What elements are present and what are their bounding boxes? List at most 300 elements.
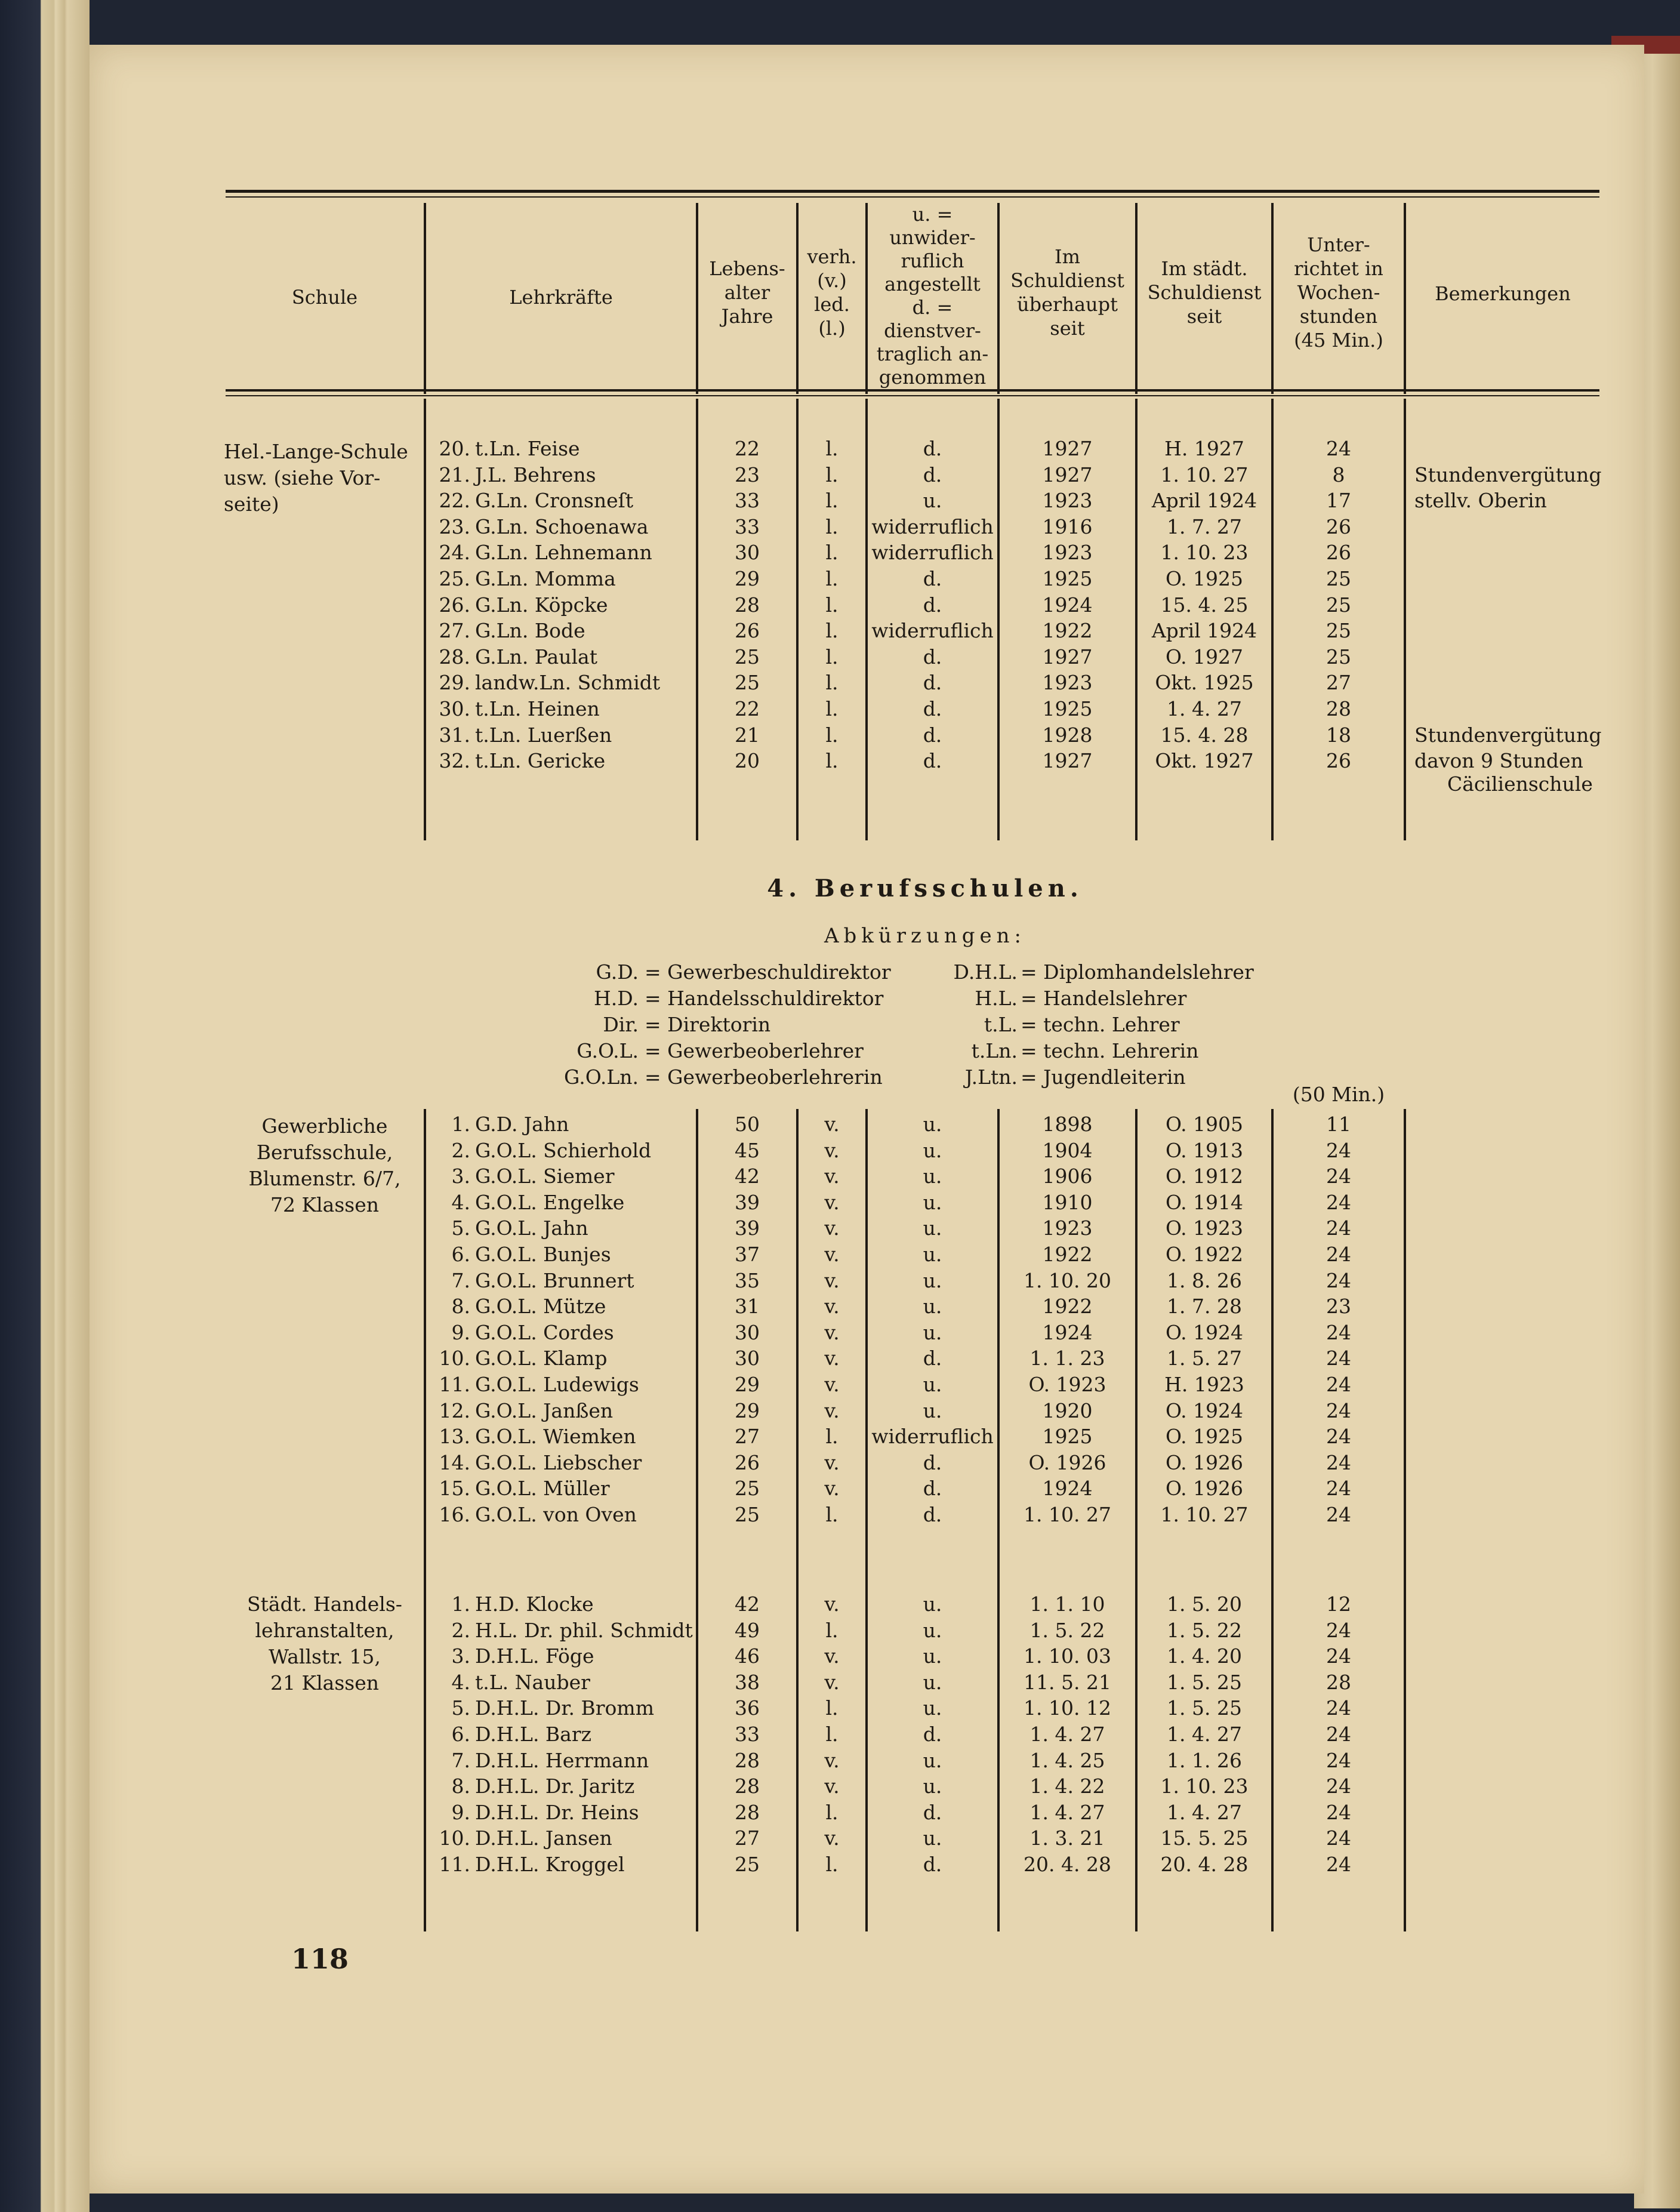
table-row-city-service-since: O. 1926 [1165, 1477, 1244, 1501]
table-row-city-service-since: O. 1923 [1165, 1216, 1244, 1240]
table-row-city-service-since: O. 1912 [1165, 1164, 1244, 1188]
table-row-weekly-hours: 24 [1326, 1800, 1351, 1824]
table-row-city-service-since: O. 1924 [1165, 1320, 1244, 1344]
table-row-city-service-since: 15. 5. 25 [1160, 1826, 1249, 1850]
table-row-service-since: 1. 10. 03 [1024, 1644, 1111, 1668]
table-row-marital-status: l. [825, 437, 839, 460]
abbreviation-meaning: = Gewerbeschuldirektor [645, 960, 891, 984]
table-row-weekly-hours: 24 [1326, 1190, 1351, 1214]
table-row-row-number: 8. [451, 1295, 470, 1318]
table-row-service-since: 1923 [1042, 489, 1093, 513]
table-row-service-since: 1924 [1042, 593, 1093, 617]
table-row-teacher-name: G.O.L. Schierhold [475, 1138, 652, 1162]
table-row-remarks: davon 9 Stunden [1414, 749, 1583, 773]
abbreviation-key: D.H.L. [953, 960, 1018, 984]
table-row-row-number: 8. [451, 1774, 470, 1798]
table-row-service-since: 1. 10. 12 [1024, 1696, 1111, 1720]
header-bottom-rule [226, 389, 1599, 392]
table-row-weekly-hours: 24 [1326, 1853, 1351, 1876]
table-row-teacher-name: G.O.L. Wiemken [475, 1425, 636, 1449]
table-row-age: 33 [735, 515, 760, 538]
header-lebensalter: Lebens- alter Jahre [709, 257, 785, 328]
abbreviation-meaning: = techn. Lehrer [1021, 1013, 1180, 1036]
table-row-employment: u. [923, 1398, 942, 1422]
table-row-age: 22 [735, 697, 760, 720]
table-row-marital-status: l. [825, 671, 839, 695]
table-row-age: 33 [735, 489, 760, 513]
table-row-row-number: 31. [439, 723, 470, 747]
table-row-row-number: 21. [439, 463, 470, 486]
table-row-age: 26 [735, 1450, 760, 1474]
table-row-city-service-since: 1. 5. 20 [1167, 1592, 1242, 1616]
table-row-service-since: 1924 [1042, 1320, 1093, 1344]
table-row-employment: u. [923, 1592, 942, 1616]
table-row-city-service-since: 1. 10. 23 [1160, 1774, 1249, 1798]
table-row-teacher-name: D.H.L. Herrmann [475, 1748, 649, 1772]
table-row-weekly-hours: 26 [1326, 749, 1351, 773]
table-row-teacher-name: G.O.L. Bunjes [475, 1243, 611, 1266]
table-row-teacher-name: G.Ln. Paulat [475, 645, 597, 668]
table-row-employment: widerruflich [871, 515, 994, 538]
table-row-marital-status: v. [824, 1295, 840, 1318]
table-row-row-number: 5. [451, 1216, 470, 1240]
table-row-marital-status: l. [825, 567, 839, 590]
abbreviation-key: t.Ln. [971, 1039, 1018, 1062]
table-row-service-since: 1906 [1042, 1164, 1093, 1188]
table-row-marital-status: v. [824, 1398, 840, 1422]
table-row-teacher-name: G.O.L. Liebscher [475, 1450, 642, 1474]
table-row-row-number: 3. [451, 1644, 470, 1668]
table-row-service-since: 1. 3. 21 [1029, 1826, 1105, 1850]
table-row-weekly-hours: 8 [1332, 463, 1345, 486]
table-row-age: 42 [735, 1164, 760, 1188]
table-row-marital-status: l. [825, 541, 839, 565]
table-row-age: 27 [735, 1425, 760, 1449]
table-row-age: 46 [735, 1644, 760, 1668]
abbreviation-meaning: = techn. Lehrerin [1021, 1039, 1199, 1062]
header-schuldienst: Im Schuldienst überhaupt seit [1010, 245, 1124, 340]
header-verh: verh. (v.) led. (l.) [807, 245, 857, 340]
school-name: Städt. Handels- lehranstalten, Wallstr. 15, 21 Klassen [247, 1592, 402, 1695]
table-row-teacher-name: G.O.L. Cordes [475, 1320, 614, 1344]
table-row-weekly-hours: 24 [1326, 1216, 1351, 1240]
table-row-age: 28 [735, 1748, 760, 1772]
table-row-city-service-since: O. 1913 [1165, 1138, 1244, 1162]
table-row-teacher-name: G.O.L. Siemer [475, 1164, 615, 1188]
table-row-city-service-since: 1. 5. 27 [1167, 1347, 1242, 1370]
table-row-age: 37 [735, 1243, 760, 1266]
table-row-marital-status: v. [824, 1826, 840, 1850]
table-row-service-since: O. 1923 [1028, 1373, 1106, 1396]
table-row-marital-status: v. [824, 1644, 840, 1668]
table-row-teacher-name: landw.Ln. Schmidt [475, 671, 661, 695]
table-row-teacher-name: t.Ln. Heinen [475, 697, 600, 720]
table-row-employment: d. [923, 463, 942, 486]
table-row-city-service-since: H. 1927 [1164, 437, 1244, 460]
table-row-city-service-since: O. 1925 [1165, 567, 1244, 590]
remark-extra: Cäcilienschule [1447, 772, 1593, 796]
table-row-employment: d. [923, 1477, 942, 1501]
table-row-employment: d. [923, 1723, 942, 1746]
table-row-teacher-name: G.O.L. Jahn [475, 1216, 588, 1240]
abbreviation-key: J.Ltn. [964, 1065, 1018, 1089]
table-row-age: 28 [735, 1800, 760, 1824]
table-row-marital-status: v. [824, 1592, 840, 1616]
table-row-weekly-hours: 24 [1326, 1373, 1351, 1396]
table-row-age: 27 [735, 1826, 760, 1850]
table-row-teacher-name: H.D. Klocke [475, 1592, 594, 1616]
table-row-teacher-name: G.O.L. Klamp [475, 1347, 608, 1370]
table-row-weekly-hours: 24 [1326, 437, 1351, 460]
table-row-age: 21 [735, 723, 760, 747]
table-row-employment: u. [923, 1696, 942, 1720]
header-angestellt: u. = unwider- ruflich angestellt d. = dienstver- traglich an- genommen [876, 203, 989, 389]
table-row-city-service-since: April 1924 [1151, 489, 1257, 513]
abbreviation-key: G.O.Ln. [564, 1065, 639, 1089]
section-title: 4. Berufsschulen. [767, 874, 1083, 902]
table-row-row-number: 10. [439, 1826, 470, 1850]
table-row-row-number: 5. [451, 1696, 470, 1720]
table-row-service-since: 1922 [1042, 1243, 1093, 1266]
col-divider [1404, 399, 1406, 840]
table-row-service-since: 1927 [1042, 645, 1093, 668]
table-row-teacher-name: J.L. Behrens [475, 463, 596, 486]
table-row-employment: u. [923, 1748, 942, 1772]
table-row-city-service-since: 1. 4. 27 [1167, 697, 1242, 720]
table-row-age: 36 [735, 1696, 760, 1720]
table-row-employment: d. [923, 723, 942, 747]
table-row-age: 50 [735, 1113, 760, 1136]
table-row-marital-status: v. [824, 1748, 840, 1772]
table-row-teacher-name: t.L. Nauber [475, 1670, 590, 1694]
table-row-age: 22 [735, 437, 760, 460]
table-row-weekly-hours: 24 [1326, 1503, 1351, 1526]
table-row-service-since: O. 1926 [1028, 1450, 1106, 1474]
table-row-age: 49 [735, 1618, 760, 1642]
abbreviation-meaning: = Handelsschuldirektor [645, 987, 884, 1010]
table-row-teacher-name: D.H.L. Dr. Jaritz [475, 1774, 635, 1798]
table-row-weekly-hours: 26 [1326, 515, 1351, 538]
table-row-weekly-hours: 24 [1326, 1398, 1351, 1422]
table-row-service-since: 1928 [1042, 723, 1093, 747]
table-row-age: 33 [735, 1723, 760, 1746]
table-row-row-number: 29. [439, 671, 470, 695]
table-row-age: 38 [735, 1670, 760, 1694]
table-row-city-service-since: 1. 8. 26 [1167, 1268, 1242, 1292]
table-row-age: 42 [735, 1592, 760, 1616]
table-row-city-service-since: 1. 4. 27 [1167, 1723, 1242, 1746]
table-row-teacher-name: t.Ln. Luerßen [475, 723, 612, 747]
table-row-employment: d. [923, 567, 942, 590]
table-row-weekly-hours: 24 [1326, 1320, 1351, 1344]
table-row-teacher-name: G.O.L. Engelke [475, 1190, 625, 1214]
table-row-teacher-name: D.H.L. Föge [475, 1644, 594, 1668]
abbreviation-key: G.O.L. [577, 1039, 639, 1062]
table-row-age: 28 [735, 593, 760, 617]
table-row-service-since: 1927 [1042, 463, 1093, 486]
header-bottom-rule-2 [226, 395, 1599, 396]
table-row-weekly-hours: 25 [1326, 567, 1351, 590]
table-row-age: 25 [735, 1477, 760, 1501]
table-row-city-service-since: 1. 7. 28 [1167, 1295, 1242, 1318]
table-row-city-service-since: 20. 4. 28 [1160, 1853, 1249, 1876]
table-row-marital-status: l. [825, 1696, 839, 1720]
table-row-age: 30 [735, 1320, 760, 1344]
table-row-city-service-since: 1. 4. 27 [1167, 1800, 1242, 1824]
table-row-employment: u. [923, 1164, 942, 1188]
table-row-age: 25 [735, 1853, 760, 1876]
table-row-teacher-name: D.H.L. Kroggel [475, 1853, 625, 1876]
table-row-weekly-hours: 24 [1326, 1164, 1351, 1188]
table-row-teacher-name: G.O.L. Brunnert [475, 1268, 634, 1292]
table-row-city-service-since: O. 1922 [1165, 1243, 1244, 1266]
table-row-row-number: 7. [451, 1748, 470, 1772]
table-row-marital-status: v. [824, 1373, 840, 1396]
table-row-city-service-since: 1. 7. 27 [1167, 515, 1242, 538]
table-row-service-since: 1. 4. 27 [1029, 1723, 1105, 1746]
table-row-employment: u. [923, 1243, 942, 1266]
table-row-marital-status: l. [825, 1723, 839, 1746]
table-row-row-number: 13. [439, 1425, 470, 1449]
table-row-city-service-since: April 1924 [1151, 619, 1257, 643]
table-row-age: 45 [735, 1138, 760, 1162]
table-row-marital-status: l. [825, 1618, 839, 1642]
table-row-service-since: 1925 [1042, 567, 1093, 590]
table-row-row-number: 2. [451, 1138, 470, 1162]
abbreviation-meaning: = Gewerbeoberlehrer [645, 1039, 864, 1062]
table-row-city-service-since: 1. 5. 25 [1167, 1670, 1242, 1694]
table-row-teacher-name: G.O.L. Janßen [475, 1398, 614, 1422]
table-row-remarks: Stundenvergütung [1414, 463, 1602, 486]
table-row-marital-status: v. [824, 1164, 840, 1188]
table-row-service-since: 1. 5. 22 [1029, 1618, 1105, 1642]
table-row-teacher-name: G.D. Jahn [475, 1113, 569, 1136]
table-row-employment: d. [923, 671, 942, 695]
table-row-row-number: 3. [451, 1164, 470, 1188]
table-row-teacher-name: G.Ln. Bode [475, 619, 585, 643]
table-row-employment: d. [923, 697, 942, 720]
table-row-row-number: 9. [451, 1320, 470, 1344]
table-row-marital-status: l. [825, 593, 839, 617]
table-row-row-number: 22. [439, 489, 470, 513]
table-row-age: 31 [735, 1295, 760, 1318]
table-row-employment: d. [923, 1503, 942, 1526]
table-row-service-since: 1924 [1042, 1477, 1093, 1501]
table-row-teacher-name: D.H.L. Barz [475, 1723, 592, 1746]
abbreviations-title: Abkürzungen: [824, 924, 1027, 948]
header-staedt: Im städt. Schuldienst seit [1147, 257, 1262, 328]
table-row-teacher-name: G.Ln. Lehnemann [475, 541, 652, 565]
table-row-weekly-hours: 23 [1326, 1295, 1351, 1318]
table-row-city-service-since: O. 1927 [1165, 645, 1244, 668]
table-row-weekly-hours: 25 [1326, 645, 1351, 668]
table-row-service-since: 1. 1. 10 [1029, 1592, 1105, 1616]
table-row-marital-status: v. [824, 1670, 840, 1694]
table-row-service-since: 1904 [1042, 1138, 1093, 1162]
table-row-employment: d. [923, 1800, 942, 1824]
table-row-service-since: 1923 [1042, 541, 1093, 565]
table-row-row-number: 16. [439, 1503, 470, 1526]
table-row-weekly-hours: 24 [1326, 1618, 1351, 1642]
table-row-age: 30 [735, 1347, 760, 1370]
table-row-weekly-hours: 24 [1326, 1268, 1351, 1292]
table-row-marital-status: l. [825, 749, 839, 773]
table-row-teacher-name: G.O.L. Müller [475, 1477, 610, 1501]
table-row-city-service-since: 1. 5. 25 [1167, 1696, 1242, 1720]
table-row-employment: d. [923, 1347, 942, 1370]
table-row-service-since: 1910 [1042, 1190, 1093, 1214]
table-row-row-number: 11. [439, 1853, 470, 1876]
table-row-row-number: 1. [451, 1113, 470, 1136]
table-row-employment: u. [923, 1774, 942, 1798]
table-row-teacher-name: G.O.L. Mütze [475, 1295, 606, 1318]
abbreviation-key: H.L. [975, 987, 1018, 1010]
table-row-teacher-name: D.H.L. Dr. Bromm [475, 1696, 654, 1720]
table-row-weekly-hours: 25 [1326, 593, 1351, 617]
table-row-row-number: 4. [451, 1670, 470, 1694]
table-row-city-service-since: O. 1926 [1165, 1450, 1244, 1474]
table-row-employment: d. [923, 437, 942, 460]
table-row-employment: u. [923, 1670, 942, 1694]
table-row-weekly-hours: 24 [1326, 1425, 1351, 1449]
table-row-weekly-hours: 24 [1326, 1138, 1351, 1162]
table-row-city-service-since: O. 1905 [1165, 1113, 1244, 1136]
table-row-marital-status: l. [825, 1503, 839, 1526]
table-row-age: 29 [735, 1398, 760, 1422]
table-row-row-number: 25. [439, 567, 470, 590]
table-top-rule-2 [226, 196, 1599, 198]
table-row-employment: u. [923, 1216, 942, 1240]
table-row-employment: u. [923, 1644, 942, 1668]
table-row-marital-status: v. [824, 1190, 840, 1214]
table-row-employment: u. [923, 1295, 942, 1318]
table-row-city-service-since: 15. 4. 28 [1160, 723, 1249, 747]
abbreviation-key: t.L. [984, 1013, 1018, 1036]
table-top-rule [226, 190, 1599, 193]
table-row-employment: d. [923, 593, 942, 617]
table-row-marital-status: l. [825, 1800, 839, 1824]
table-row-employment: u. [923, 1138, 942, 1162]
table-row-teacher-name: G.Ln. Köpcke [475, 593, 608, 617]
table-row-employment: u. [923, 1373, 942, 1396]
table-row-service-since: 1. 10. 27 [1024, 1503, 1111, 1526]
table-row-row-number: 6. [451, 1723, 470, 1746]
table-row-city-service-since: 1. 5. 22 [1167, 1618, 1242, 1642]
school-name: Hel.-Lange-Schule usw. (siehe Vor- seite) [224, 440, 408, 516]
table-row-city-service-since: 1. 1. 26 [1167, 1748, 1242, 1772]
table-row-age: 25 [735, 645, 760, 668]
table-row-weekly-hours: 28 [1326, 697, 1351, 720]
table-row-service-since: 1898 [1042, 1113, 1093, 1136]
table-row-weekly-hours: 24 [1326, 1774, 1351, 1798]
table-row-marital-status: v. [824, 1774, 840, 1798]
table-row-service-since: 1923 [1042, 1216, 1093, 1240]
table-row-weekly-hours: 24 [1326, 1477, 1351, 1501]
table-row-city-service-since: O. 1925 [1165, 1425, 1244, 1449]
col-divider [424, 1109, 426, 1931]
abbreviation-meaning: = Gewerbeoberlehrerin [645, 1065, 883, 1089]
table-row-teacher-name: G.Ln. Momma [475, 567, 616, 590]
table-row-marital-status: l. [825, 463, 839, 486]
table-row-service-since: 11. 5. 21 [1024, 1670, 1111, 1694]
table-row-marital-status: l. [825, 515, 839, 538]
table-row-weekly-hours: 18 [1326, 723, 1351, 747]
table-row-row-number: 26. [439, 593, 470, 617]
table-row-row-number: 1. [451, 1592, 470, 1616]
table-row-row-number: 4. [451, 1190, 470, 1214]
table-row-weekly-hours: 27 [1326, 671, 1351, 695]
table-row-service-since: 1922 [1042, 619, 1093, 643]
table-row-marital-status: l. [825, 697, 839, 720]
header-schule: Schule [291, 286, 358, 309]
table-row-row-number: 27. [439, 619, 470, 643]
table-row-employment: widerruflich [871, 1425, 994, 1449]
table-row-employment: u. [923, 1268, 942, 1292]
table-row-weekly-hours: 17 [1326, 489, 1351, 513]
table-row-employment: d. [923, 1450, 942, 1474]
table-row-teacher-name: t.Ln. Feise [475, 437, 580, 460]
table-row-employment: u. [923, 1190, 942, 1214]
table-row-teacher-name: G.O.L. von Oven [475, 1503, 637, 1526]
abbreviation-meaning: = Jugendleiterin [1021, 1065, 1186, 1089]
table-row-marital-status: l. [825, 645, 839, 668]
table-row-row-number: 9. [451, 1800, 470, 1824]
table-row-city-service-since: 1. 4. 20 [1167, 1644, 1242, 1668]
table-row-service-since: 1927 [1042, 437, 1093, 460]
table-row-marital-status: l. [825, 489, 839, 513]
school-name: Gewerbliche Berufsschule, Blumenstr. 6/7, 72 Klassen [248, 1114, 401, 1216]
table-row-marital-status: v. [824, 1450, 840, 1474]
table-row-service-since: 1920 [1042, 1398, 1093, 1422]
table-row-row-number: 12. [439, 1398, 470, 1422]
table-row-city-service-since: Okt. 1925 [1155, 671, 1254, 695]
header-unterrichtet: Unter- richtet in Wochen- stunden (45 Min.) [1294, 233, 1383, 352]
table-row-marital-status: v. [824, 1216, 840, 1240]
table-row-teacher-name: G.Ln. Cronsneſt [475, 489, 634, 513]
table-row-employment: widerruflich [871, 619, 994, 643]
book-edge [0, 0, 90, 2212]
table-row-marital-status: l. [825, 619, 839, 643]
table-row-age: 29 [735, 567, 760, 590]
abbreviation-meaning: = Direktorin [645, 1013, 771, 1036]
table-row-age: 20 [735, 749, 760, 773]
abbreviation-key: H.D. [593, 987, 639, 1010]
table-row-teacher-name: t.Ln. Gericke [475, 749, 606, 773]
table-row-teacher-name: G.O.L. Ludewigs [475, 1373, 639, 1396]
table-row-weekly-hours: 11 [1326, 1113, 1351, 1136]
table-row-marital-status: l. [825, 1853, 839, 1876]
table-row-weekly-hours: 24 [1326, 1450, 1351, 1474]
table-row-row-number: 32. [439, 749, 470, 773]
table-row-employment: u. [923, 1113, 942, 1136]
table-row-row-number: 14. [439, 1450, 470, 1474]
table-row-employment: u. [923, 1826, 942, 1850]
table-row-city-service-since: 1. 10. 27 [1160, 463, 1249, 486]
table-row-weekly-hours: 26 [1326, 541, 1351, 565]
minutes-note: (50 Min.) [1292, 1083, 1385, 1106]
header-bemerkungen: Bemerkungen [1435, 282, 1571, 305]
table-row-age: 29 [735, 1373, 760, 1396]
table-row-weekly-hours: 24 [1326, 1243, 1351, 1266]
table-row-age: 39 [735, 1216, 760, 1240]
col-divider [1404, 1109, 1406, 1931]
table-row-remarks: Stundenvergütung [1414, 723, 1602, 747]
table-row-age: 25 [735, 671, 760, 695]
table-row-marital-status: v. [824, 1347, 840, 1370]
table-row-weekly-hours: 25 [1326, 619, 1351, 643]
table-row-weekly-hours: 24 [1326, 1723, 1351, 1746]
table-row-teacher-name: D.H.L. Jansen [475, 1826, 612, 1850]
